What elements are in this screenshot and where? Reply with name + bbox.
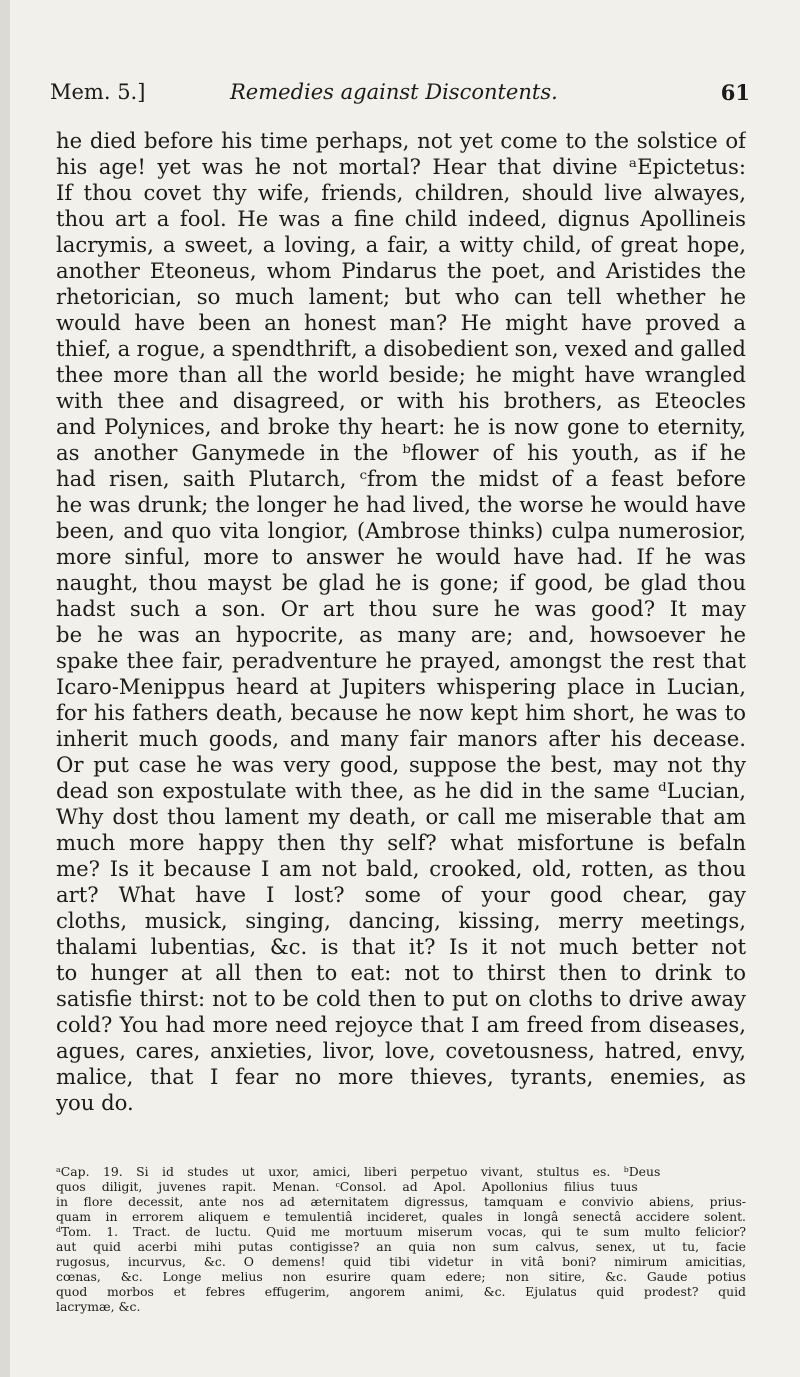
text-line: naught, thou mayst be glad he is gone; if good, be glad thou [56,570,746,595]
main-text [56,128,746,1116]
footnotes [56,1164,746,1314]
text-line: spake thee fair, peradventure he prayed, amongst the rest that [56,648,746,673]
footnote-line: in flore decessit, ante nos ad æternitatem digressus, tamquam e convivio abiens, prius- [56,1194,746,1209]
text-line: cloths, musick, singing, dancing, kissing, merry meetings, [56,908,746,933]
footnote-line: quam in errorem aliquem e temulentiâ incideret, quales in longâ senectâ accidere solent. [56,1209,746,1224]
text-line: as another Ganymede in the ᵇflower of his youth, as if he [56,440,746,465]
text-line: another Eteoneus, whom Pindarus the poet, and Aristides the [56,258,746,283]
text-line: thou art a fool. He was a fine child indeed, dignus Apollineis [56,206,746,231]
text-line: cold? You had more need rejoyce that I am freed from diseases, [56,1012,746,1037]
section-label: Mem. 5.] [50,80,146,104]
text-line: more sinful, more to answer he would have had. If he was [56,544,746,569]
text-line: thalami lubentias, &c. is that it? Is it not much better not [56,934,746,959]
footnote-line: cœnas, &c. Longe melius non esurire quam edere; non sitire, &c. Gaude potius [56,1269,746,1284]
text-line: his age! yet was he not mortal? Hear that divine ᵃEpictetus: [56,154,746,179]
footnote-line: quos diligit, juvenes rapit. Menan. ᶜConsol. ad Apol. Apollonius filius tuus [56,1179,638,1194]
text-line: Icaro-Menippus heard at Jupiters whispering place in Lucian, [56,674,746,699]
text-line: you do. [56,1090,134,1115]
text-line: rhetorician, so much lament; but who can tell whether he [56,284,746,309]
footnote-line: ᵃCap. 19. Si id studes ut uxor, amici, liberi perpetuo vivant, stultus es. ᵇDeus [56,1164,661,1179]
text-line: Or put case he was very good, suppose the best, may not thy [56,752,746,777]
text-line: he died before his time perhaps, not yet come to the solstice of [56,128,746,153]
text-line: thee more than all the world beside; he might have wrangled [56,362,746,387]
text-line: agues, cares, anxieties, livor, love, covetousness, hatred, envy, [56,1038,746,1063]
text-line: much more happy then thy self? what misfortune is befaln [56,830,746,855]
text-line: to hunger at all then to eat: not to thirst then to drink to [56,960,746,985]
text-line: Why dost thou lament my death, or call me miserable that am [56,804,746,829]
running-header [50,80,750,110]
text-line: been, and quo vita longior, (Ambrose thinks) culpa numerosior, [56,518,746,543]
text-line: and Polynices, and broke thy heart: he is now gone to eternity, [56,414,746,439]
text-line: me? Is it because I am not bald, crooked, old, rotten, as thou [56,856,746,881]
text-line: with thee and disagreed, or with his brothers, as Eteocles [56,388,746,413]
footnote-line: lacrymæ, &c. [56,1299,141,1314]
text-line: satisfie thirst: not to be cold then to put on cloths to drive away [56,986,746,1011]
text-line: malice, that I fear no more thieves, tyrants, enemies, as [56,1064,746,1089]
text-line: had risen, saith Plutarch, ᶜfrom the midst of a feast before [56,466,746,491]
text-line: be he was an hypocrite, as many are; and, howsoever he [56,622,746,647]
footnote-line: ᵈTom. 1. Tract. de luctu. Quid me mortuum miserum vocas, qui te sum multo felicior? [56,1224,746,1239]
text-line: dead son expostulate with thee, as he did in the same ᵈLucian, [56,778,746,803]
text-line: inherit much goods, and many fair manors after his decease. [56,726,746,751]
text-line: hadst such a son. Or art thou sure he was good? It may [56,596,746,621]
text-line: he was drunk; the longer he had lived, the worse he would have [56,492,746,517]
text-line: thief, a rogue, a spendthrift, a disobedient son, vexed and galled [56,336,746,361]
text-line: for his fathers death, because he now kept him short, he was to [56,700,746,725]
text-line: lacrymis, a sweet, a loving, a fair, a witty child, of great hope, [56,232,746,257]
footnote-line: quod morbos et febres effugerim, angorem animi, &c. Ejulatus quid prodest? quid [56,1284,746,1299]
running-title: Remedies against Discontents. [230,80,558,104]
footnote-line: rugosus, incurvus, &c. O demens! quid tibi videtur in vitâ boni? nimirum amicitias, [56,1254,746,1269]
text-line: If thou covet thy wife, friends, children, should live alwayes, [56,180,746,205]
text-line: would have been an honest man? He might have proved a [56,310,746,335]
page-number: 61 [720,80,750,105]
text-line: art? What have I lost? some of your good chear, gay [56,882,746,907]
footnote-line: aut quid acerbi mihi putas contigisse? an quia non sum calvus, senex, ut tu, facie [56,1239,746,1254]
